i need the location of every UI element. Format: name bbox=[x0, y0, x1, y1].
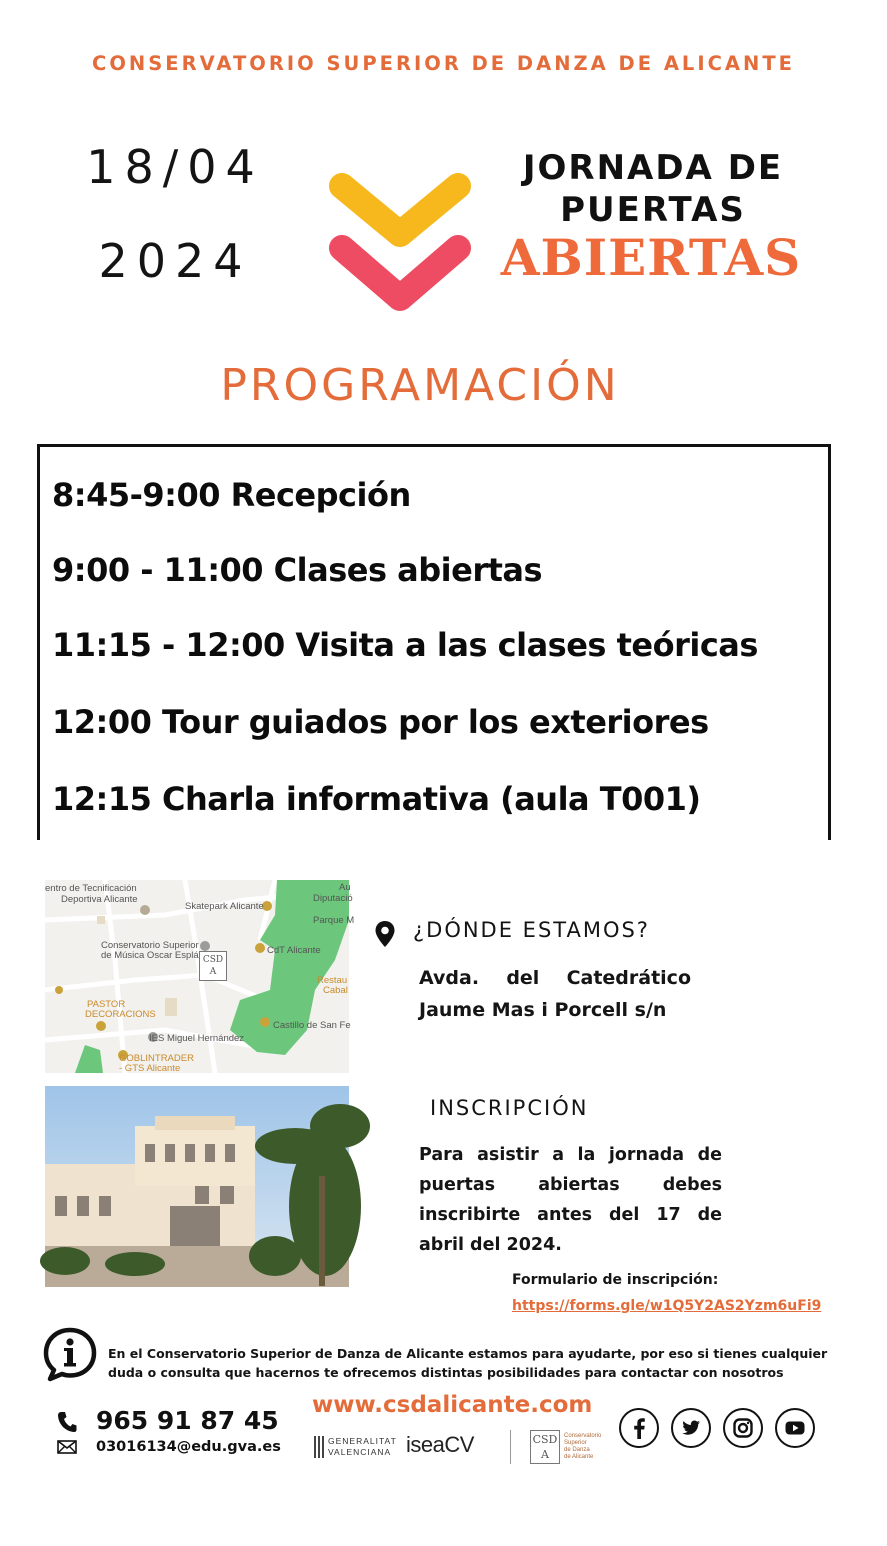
address bbox=[419, 962, 691, 1026]
event-title-line1: JORNADA DE bbox=[522, 148, 784, 188]
iseacv-logo: iseaCV bbox=[406, 1432, 474, 1457]
facebook-icon bbox=[621, 1410, 657, 1446]
event-date-year: 2024 bbox=[98, 234, 252, 288]
info-bubble-icon bbox=[42, 1326, 98, 1382]
map-label: Conservatorio Superior bbox=[101, 940, 199, 951]
map-label: CdT Alicante bbox=[267, 945, 321, 956]
map-label: Restau bbox=[317, 975, 348, 986]
instagram-button[interactable] bbox=[723, 1408, 763, 1448]
schedule-item: 12:00 Tour guiados por los exteriores bbox=[52, 703, 709, 741]
csda-line: de Danza bbox=[564, 1447, 590, 1453]
schedule-item: 8:45-9:00 Recepción bbox=[52, 476, 411, 514]
double-chevron-logo-icon bbox=[320, 160, 480, 330]
map-label: Parque M bbox=[313, 915, 355, 926]
csda-mark: CSDA bbox=[530, 1430, 560, 1464]
csda-line: Conservatorio bbox=[564, 1433, 602, 1439]
contact-info-text: En el Conservatorio Superior de Danza de Alicante estamos para ayudarte, por eso si tienes cualquier duda o consulta que hacernos te ofrecemos distintas posibilidades para contactar con nosotros bbox=[108, 1346, 828, 1380]
map-label: Cabal bbox=[323, 985, 348, 996]
twitter-button[interactable] bbox=[671, 1408, 711, 1448]
map-label: Skatepark Alicante bbox=[185, 901, 264, 912]
inscripcion-text: Para asistir a la jornada de puertas abiertas debes inscribirte antes del 17 de abril del 2024. bbox=[419, 1145, 722, 1255]
map-label: de Música Oscar Esplá bbox=[101, 950, 199, 961]
map-label: - GTS Alicante bbox=[119, 1063, 181, 1074]
gv-line1: GENERALITAT bbox=[328, 1436, 397, 1446]
schedule-item: 9:00 - 11:00 Clases abiertas bbox=[52, 551, 543, 589]
csda-line: de Alicante bbox=[564, 1454, 594, 1460]
schedule-item: 11:15 - 12:00 Visita a las clases teóricas bbox=[52, 626, 758, 664]
map-label: Castillo de San Fe bbox=[273, 1020, 351, 1031]
map-label: Diputació bbox=[313, 893, 353, 904]
generalitat-logo bbox=[312, 1432, 397, 1462]
map-csda-logo: CSDA bbox=[199, 951, 227, 981]
twitter-icon bbox=[673, 1410, 709, 1446]
registration-form-link[interactable]: https://forms.gle/w1Q5Y2AS2Yzm6uFi9 bbox=[512, 1298, 822, 1314]
csda-logo bbox=[528, 1430, 608, 1464]
address-word: del bbox=[506, 967, 540, 989]
gv-line2: VALENCIANA bbox=[328, 1447, 392, 1457]
event-title-line3: ABIERTAS bbox=[500, 228, 802, 287]
schedule-item: 12:15 Charla informativa (aula T001) bbox=[52, 780, 701, 818]
map-label: Deportiva Alicante bbox=[61, 894, 138, 905]
map-pin-icon bbox=[374, 920, 396, 948]
phone-icon bbox=[57, 1411, 77, 1433]
location-heading: ¿DÓNDE ESTAMOS? bbox=[413, 918, 650, 942]
map-label: GOBLINTRADER bbox=[119, 1053, 194, 1064]
address-line2: Jaume Mas i Porcell s/n bbox=[419, 999, 667, 1021]
inscripcion-heading: INSCRIPCIÓN bbox=[430, 1096, 589, 1120]
logo-divider bbox=[510, 1430, 511, 1464]
address-word: Catedrático bbox=[566, 967, 691, 989]
generalitat-emblem-icon bbox=[312, 1432, 326, 1462]
map-label: DECORACIONS bbox=[85, 1009, 156, 1020]
programacion-heading: PROGRAMACIÓN bbox=[220, 360, 620, 411]
map-label: Au bbox=[339, 882, 351, 893]
envelope-icon bbox=[57, 1440, 77, 1454]
map-label: IES Miguel Hernández bbox=[149, 1033, 245, 1044]
form-label: Formulario de inscripción: bbox=[512, 1272, 719, 1288]
email-address[interactable]: 03016134@edu.gva.es bbox=[96, 1439, 281, 1455]
csda-line: Superior bbox=[564, 1440, 587, 1446]
event-date-day-month: 18/04 bbox=[86, 140, 264, 194]
institution-title: CONSERVATORIO SUPERIOR DE DANZA DE ALICANTE bbox=[92, 52, 795, 75]
event-title-line2: PUERTAS bbox=[560, 190, 746, 230]
address-word: Avda. bbox=[419, 967, 480, 989]
map-label: entro de Tecnificación bbox=[45, 883, 137, 894]
building-photo bbox=[45, 1086, 349, 1287]
youtube-button[interactable] bbox=[775, 1408, 815, 1448]
map-label: PASTOR bbox=[87, 999, 126, 1010]
instagram-icon bbox=[725, 1410, 761, 1446]
location-map[interactable] bbox=[45, 880, 355, 1074]
website-link[interactable]: www.csdalicante.com bbox=[312, 1392, 593, 1418]
phone-number[interactable]: 965 91 87 45 bbox=[96, 1406, 279, 1435]
youtube-icon bbox=[777, 1410, 813, 1446]
facebook-button[interactable] bbox=[619, 1408, 659, 1448]
